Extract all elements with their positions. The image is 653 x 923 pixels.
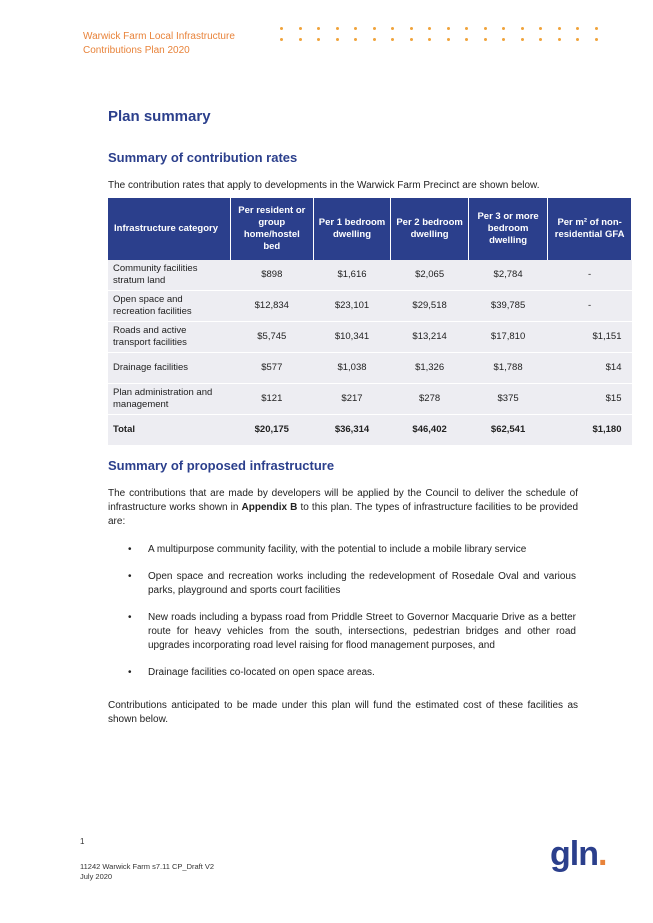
table-cell: $23,101: [313, 291, 391, 322]
table-cell: $36,314: [313, 415, 391, 446]
table-cell: $29,518: [391, 291, 469, 322]
decorative-dot: [539, 27, 542, 30]
table-row: [108, 291, 632, 322]
table-cell: $62,541: [468, 415, 547, 446]
table-cell: $10,341: [313, 322, 391, 353]
table-row: [108, 353, 632, 384]
table-cell: $2,784: [468, 260, 547, 291]
decorative-dot: [428, 38, 431, 41]
table-row: [108, 260, 632, 291]
table-total-row: [108, 415, 632, 446]
decorative-dot: [502, 38, 505, 41]
section-heading-proposed-infrastructure: Summary of proposed infrastructure: [108, 458, 335, 473]
bullet-icon: •: [128, 571, 132, 582]
list-item: [128, 543, 576, 557]
decorative-dot: [354, 38, 357, 41]
table-cell: -: [548, 260, 632, 291]
table-row: [108, 322, 632, 353]
decorative-dot: [576, 38, 579, 41]
column-header: Infrastructure category: [108, 198, 230, 260]
table-cell: $1,151: [548, 322, 632, 353]
table-cell: $1,788: [468, 353, 547, 384]
decorative-dot: [558, 38, 561, 41]
decorative-dot: [280, 38, 283, 41]
table-cell: Total: [108, 415, 230, 446]
table-cell: -: [548, 291, 632, 322]
decorative-dot: [539, 38, 542, 41]
table-cell: Community facilities stratum land: [108, 260, 230, 291]
decorative-dot: [354, 27, 357, 30]
table-cell: $12,834: [230, 291, 313, 322]
table-cell: $15: [548, 384, 632, 415]
table-cell: $1,180: [548, 415, 632, 446]
decorative-dot: [595, 27, 598, 30]
footer-date: July 2020: [80, 872, 113, 881]
decorative-dot: [576, 27, 579, 30]
table-cell: $898: [230, 260, 313, 291]
list-item: [128, 570, 576, 598]
table-cell: Plan administration and management: [108, 384, 230, 415]
column-header: Per resident or group home/hostel bed: [230, 198, 313, 260]
decorative-dot: [428, 27, 431, 30]
table-cell: $20,175: [230, 415, 313, 446]
decorative-dot: [317, 27, 320, 30]
column-header: Per 3 or more bedroom dwelling: [468, 198, 547, 260]
column-header: Per 2 bedroom dwelling: [391, 198, 469, 260]
page-title: Plan summary: [108, 108, 211, 125]
table-cell: $577: [230, 353, 313, 384]
table-cell: $1,038: [313, 353, 391, 384]
table-cell: $17,810: [468, 322, 547, 353]
gln-logo: [550, 835, 606, 874]
table-cell: $5,745: [230, 322, 313, 353]
decorative-dot: [299, 38, 302, 41]
list-item-text: Drainage facilities co-located on open space areas.: [148, 667, 375, 678]
table-cell: $217: [313, 384, 391, 415]
decorative-dot: [336, 27, 339, 30]
table-cell: Drainage facilities: [108, 353, 230, 384]
table-cell: Open space and recreation facilities: [108, 291, 230, 322]
table-cell: $14: [548, 353, 632, 384]
table-cell: $1,326: [391, 353, 469, 384]
table-cell: $2,065: [391, 260, 469, 291]
table-cell: $1,616: [313, 260, 391, 291]
appendix-reference: Appendix B: [241, 502, 298, 513]
table-cell: $13,214: [391, 322, 469, 353]
decorative-dot: [595, 38, 598, 41]
infrastructure-bullet-list: [128, 543, 576, 693]
table-cell: $46,402: [391, 415, 469, 446]
table-header-row: [108, 198, 632, 260]
decorative-dot: [465, 27, 468, 30]
contribution-rates-table: [108, 198, 632, 446]
section-intro-text: The contribution rates that apply to developments in the Warwick Farm Precinct are shown below.: [108, 180, 540, 191]
decorative-dot: [391, 27, 394, 30]
decorative-dot: [317, 38, 320, 41]
decorative-dot: [299, 27, 302, 30]
table-cell: $39,785: [468, 291, 547, 322]
column-header: Per 1 bedroom dwelling: [313, 198, 391, 260]
footer-doc-ref: 11242 Warwick Farm s7.11 CP_Draft V2: [80, 862, 215, 871]
list-item-text: Open space and recreation works including the redevelopment of Rosedale Oval and various parks, playground and sports court facilities: [148, 571, 576, 596]
decorative-dot: [447, 38, 450, 41]
table-cell: $375: [468, 384, 547, 415]
bullet-icon: •: [128, 544, 132, 555]
decorative-dot: [410, 27, 413, 30]
bullet-icon: •: [128, 667, 132, 678]
decorative-dot: [373, 38, 376, 41]
header-title-line: Contributions Plan 2020: [83, 45, 190, 56]
decorative-dot: [484, 38, 487, 41]
decorative-dot: [373, 27, 376, 30]
decorative-dot: [410, 38, 413, 41]
header-title-line: Warwick Farm Local Infrastructure: [83, 31, 235, 42]
list-item: [128, 666, 576, 680]
paragraph-text: to this plan. The types of infrastructure facilities to be provided are:: [108, 502, 579, 527]
column-header: Per m² of non-residential GFA: [548, 198, 632, 260]
logo-dot: .: [597, 835, 607, 873]
table-cell: $121: [230, 384, 313, 415]
footer-document-info: [80, 862, 214, 882]
table-cell: $278: [391, 384, 469, 415]
section-heading-contribution-rates: Summary of contribution rates: [108, 150, 298, 165]
page-number: 1: [80, 837, 85, 846]
decorative-dot: [447, 27, 450, 30]
list-item: [128, 611, 576, 653]
decorative-dot: [484, 27, 487, 30]
decorative-dot: [521, 27, 524, 30]
decorative-dot: [558, 27, 561, 30]
section-paragraph: [108, 487, 578, 529]
list-item-text: New roads including a bypass road from Priddle Street to Governor Macquarie Drive as a better route for heavy vehicles from the south, intersections, pedestrian bridges and other road upgrades incorporating road level raising for flood management purposes, and: [148, 612, 576, 651]
table-row: [108, 384, 632, 415]
decorative-dot: [280, 27, 283, 30]
document-header-title: [83, 30, 235, 58]
decorative-dot: [521, 38, 524, 41]
decorative-dot: [465, 38, 468, 41]
closing-paragraph: Contributions anticipated to be made under this plan will fund the estimated cost of these facilities as shown below.: [108, 700, 578, 725]
decorative-dot-pattern: [280, 27, 613, 41]
bullet-icon: •: [128, 612, 132, 623]
decorative-dot: [391, 38, 394, 41]
decorative-dot: [502, 27, 505, 30]
table-cell: Roads and active transport facilities: [108, 322, 230, 353]
decorative-dot: [336, 38, 339, 41]
paragraph-text: The contributions that are made by developers will be applied by the Council to deliver the schedule of infrastructure works shown in: [108, 488, 578, 513]
list-item-text: A multipurpose community facility, with the potential to include a mobile library service: [148, 544, 527, 555]
logo-text: gln: [550, 835, 598, 873]
